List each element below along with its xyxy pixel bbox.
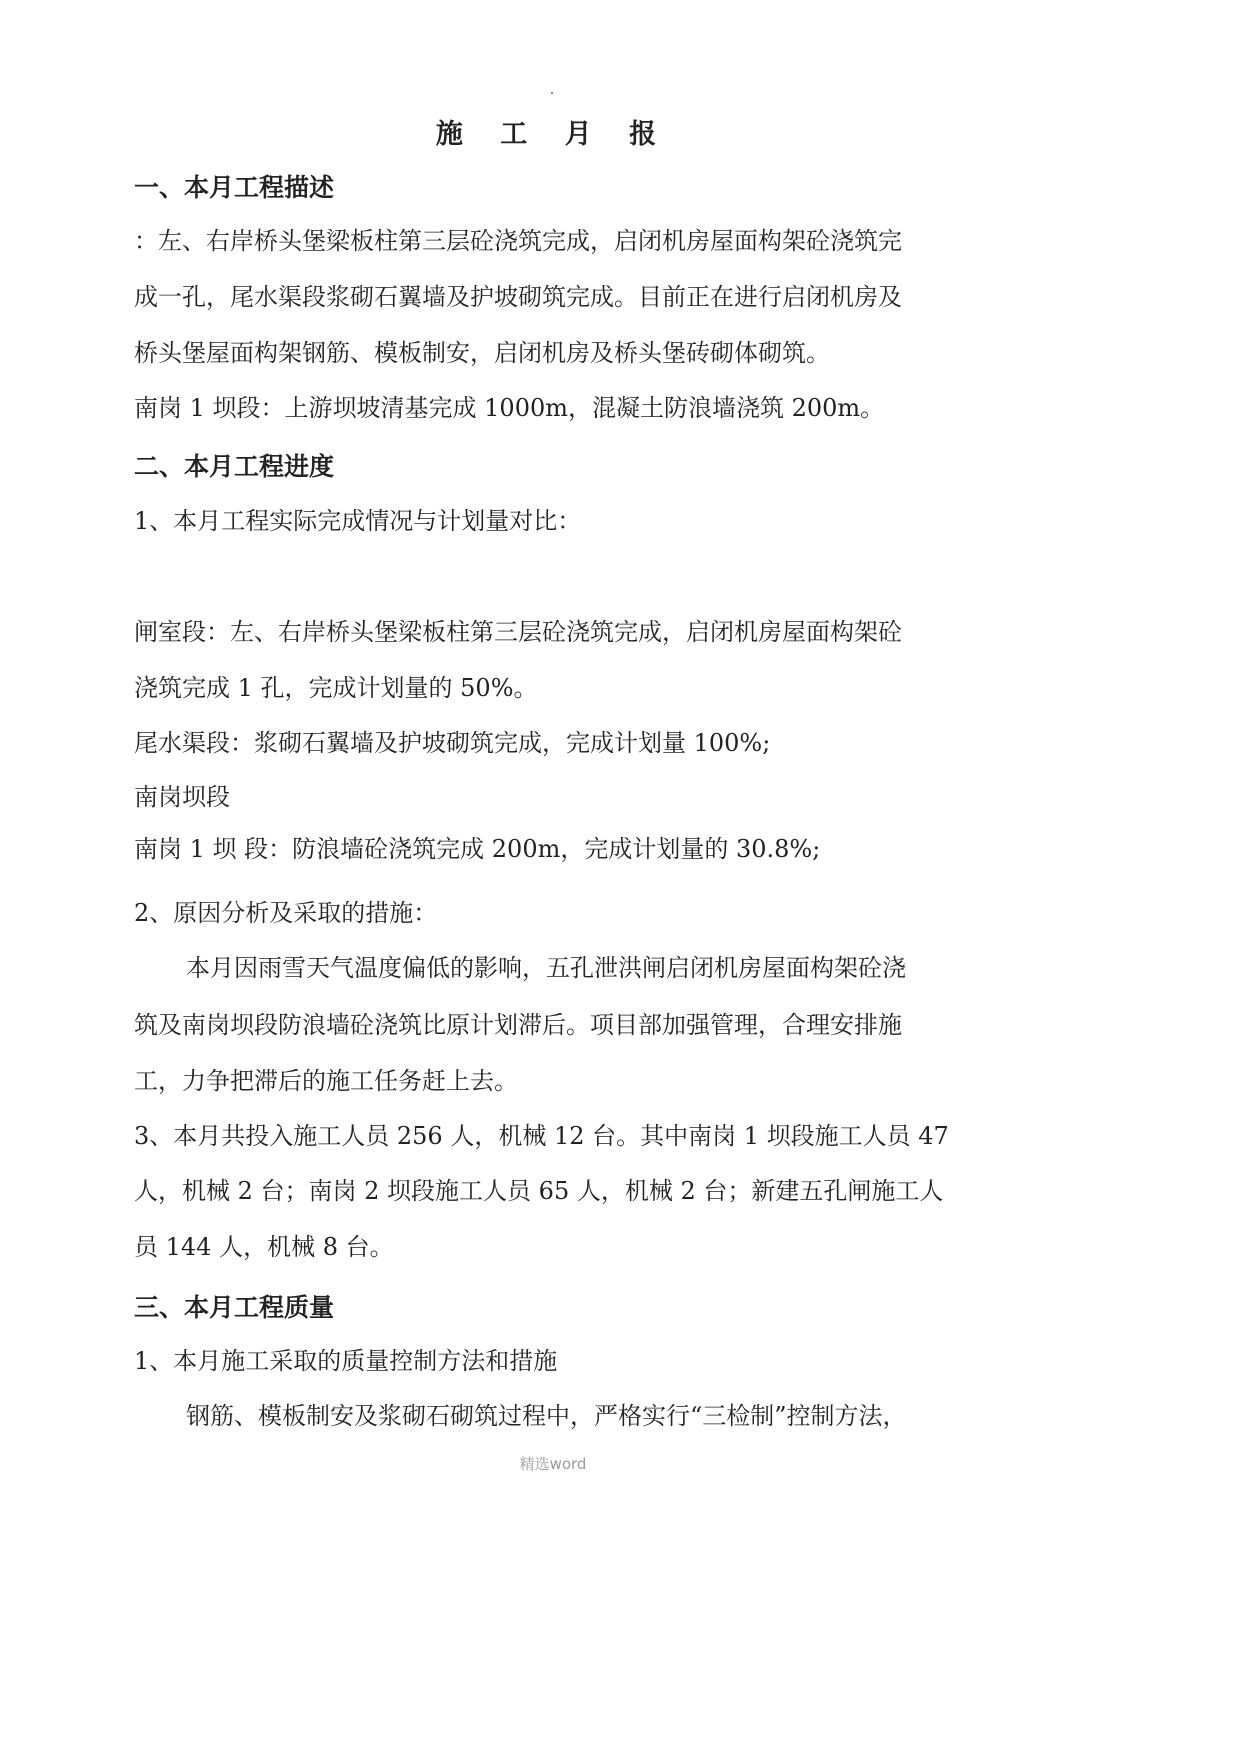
paragraph-line: 1、本月工程实际完成情况与计划量对比： [134,507,582,535]
paragraph-line: 2、原因分析及采取的措施： [134,899,438,927]
paragraph-line: 1、本月施工采取的质量控制方法和措施 [134,1347,558,1375]
paragraph-line: 闸室段：左、右岸桥头堡梁板柱第三层砼浇筑完成，启闭机房屋面构架砼 [134,618,902,646]
paragraph-line: 3、本月共投入施工人员 256 人，机械 12 台。其中南岗 1 坝段施工人员 47 [134,1122,949,1150]
section-heading-1: 一、本月工程描述 [134,173,335,202]
section-heading-3: 三、本月工程质量 [134,1293,335,1322]
paragraph-line: 员 144 人，机械 8 台。 [134,1233,394,1261]
paragraph-line: 工，力争把滞后的施工任务赶上去。 [134,1067,518,1095]
paragraph-line: 人，机械 2 台；南岗 2 坝段施工人员 65 人，机械 2 台；新建五孔闸施工人 [134,1177,944,1205]
paragraph-line: 南岗 1 坝 段：防浪墙砼浇筑完成 200m，完成计划量的 30.8%; [134,835,821,863]
paragraph-line: 成一孔，尾水渠段浆砌石翼墙及护坡砌筑完成。目前正在进行启闭机房及 [134,283,902,311]
paragraph-line: 浇筑完成 1 孔，完成计划量的 50%。 [134,674,538,702]
paragraph-line: 南岗 1 坝段：上游坝坡清基完成 1000m，混凝土防浪墙浇筑 200m。 [134,394,885,422]
page-footer: 精选word [519,1455,587,1473]
section-heading-2: 二、本月工程进度 [134,452,335,481]
paragraph-line: 桥头堡屋面构架钢筋、模板制安，启闭机房及桥头堡砖砌体砌筑。 [134,339,830,367]
paragraph-line: 筑及南岗坝段防浪墙砼浇筑比原计划滞后。项目部加强管理，合理安排施 [134,1011,902,1039]
paragraph-line: 本月因雨雪天气温度偏低的影响，五孔泄洪闸启闭机房屋面构架砼浇 [186,954,906,982]
document-title: 施 工 月 报 [435,119,671,150]
paragraph-line: 南岗坝段 [134,783,230,811]
paragraph-line: 尾水渠段：浆砌石翼墙及护坡砌筑完成，完成计划量 100%; [134,729,771,757]
page-dot [551,92,553,94]
paragraph-line: 钢筋、模板制安及浆砌石砌筑过程中，严格实行“三检制”控制方法， [186,1402,907,1430]
paragraph-line: ：左、右岸桥头堡梁板柱第三层砼浇筑完成，启闭机房屋面构架砼浇筑完 [134,227,902,255]
